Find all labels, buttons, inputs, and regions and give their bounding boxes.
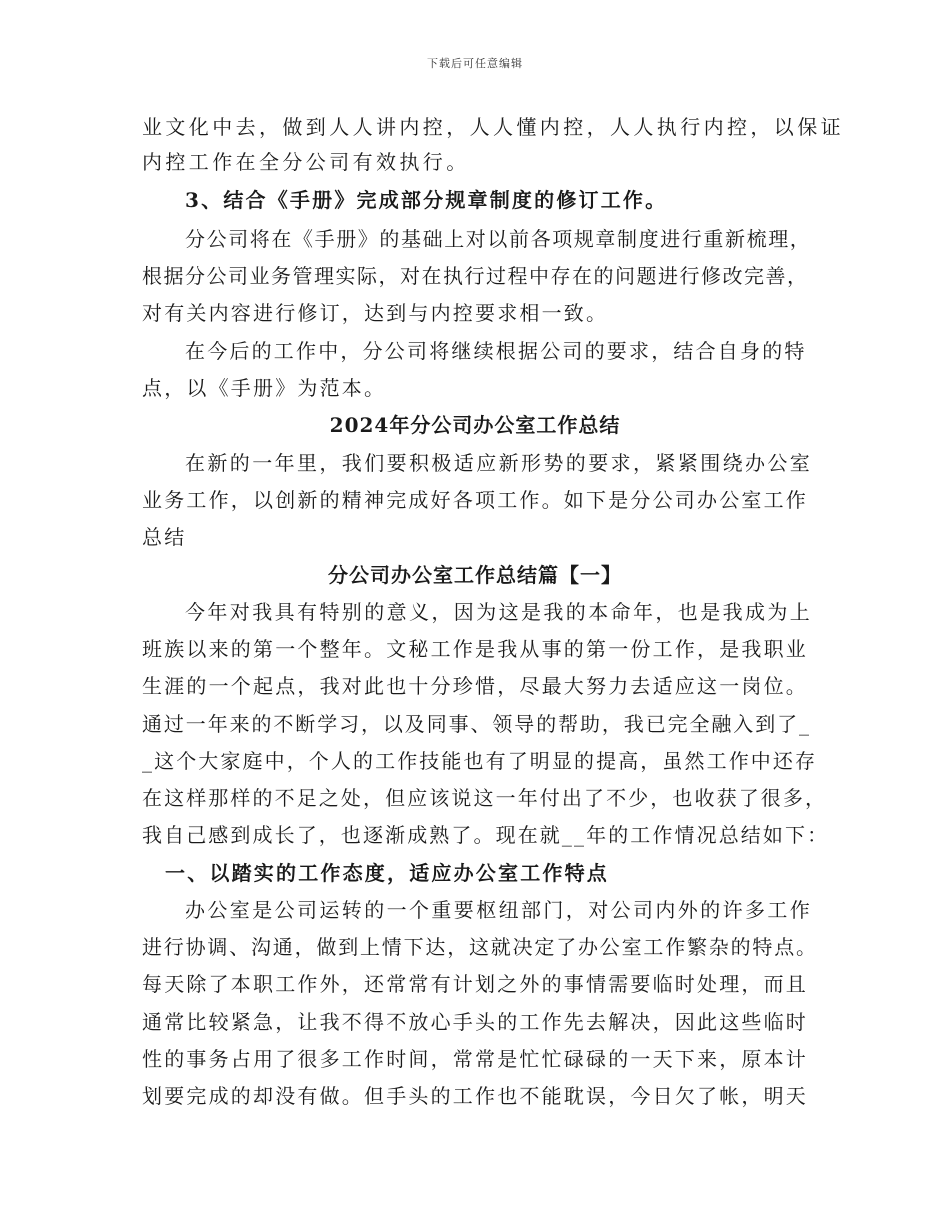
document-title: 2024年分公司办公室工作总结 <box>329 413 621 437</box>
body-line: 我自己感到成长了，也逐渐成熟了。现在就__年的工作情况总结如下： <box>142 823 830 847</box>
body-line: 通过一年来的不断学习，以及同事、领导的帮助，我已完全融入到了_ <box>142 712 811 736</box>
body-line: 总结 <box>142 525 187 549</box>
body-line: 性的事务占用了很多工作时间，常常是忙忙碌碌的一天下来，原本计 <box>142 1047 808 1071</box>
body-line: 进行协调、沟通，做到上情下达，这就决定了办公室工作繁杂的特点。 <box>142 935 818 959</box>
article-title: 分公司办公室工作总结篇【一】 <box>328 563 622 587</box>
body-line: 办公室是公司运转的一个重要枢纽部门，对公司内外的许多工作 <box>185 898 813 922</box>
body-line: 业文化中去，做到人人讲内控，人人懂内控，人人执行内控，以保证 <box>142 115 844 139</box>
section-heading: 3、结合《手册》完成部分规章制度的修订工作。 <box>185 188 668 212</box>
body-line: 班族以来的第一个整年。文秘工作是我从事的第一份工作，是我职业 <box>142 637 808 661</box>
body-line: 业务工作，以创新的精神完成好各项工作。如下是分公司办公室工作 <box>142 488 808 512</box>
body-line: 分公司将在《手册》的基础上对以前各项规章制度进行重新梳理， <box>185 227 812 251</box>
body-line: _这个大家庭中，个人的工作技能也有了明显的提高，虽然工作中还存 <box>142 749 818 773</box>
body-line: 根据分公司业务管理实际，对在执行过程中存在的问题进行修改完善， <box>142 264 809 288</box>
body-line: 生涯的一个起点，我对此也十分珍惜，尽最大努力去适应这一岗位。 <box>142 674 808 698</box>
body-line: 每天除了本职工作外，还常常有计划之外的事情需要临时处理，而且 <box>142 972 808 996</box>
body-line: 在这样那样的不足之处，但应该说这一年付出了不少，也收获了很多， <box>142 786 828 810</box>
body-line: 对有关内容进行修订，达到与内控要求相一致。 <box>142 301 609 325</box>
body-line: 内控工作在全分公司有效执行。 <box>142 150 470 174</box>
body-line: 今年对我具有特别的意义，因为这是我的本命年，也是我成为上 <box>185 600 813 624</box>
body-line: 点，以《手册》为范本。 <box>142 376 387 400</box>
section-heading: 一、以踏实的工作态度，适应办公室工作特点 <box>165 861 609 885</box>
page-header-note: 下载后可任意编辑 <box>427 57 523 70</box>
body-line: 划要完成的却没有做。但手头的工作也不能耽误，今日欠了帐，明天 <box>142 1084 808 1108</box>
body-line: 通常比较紧急，让我不得不放心手头的工作先去解决，因此这些临时 <box>142 1010 808 1034</box>
body-line: 在今后的工作中，分公司将继续根据公司的要求，结合自身的特 <box>185 339 807 363</box>
body-line: 在新的一年里，我们要积极适应新形势的要求，紧紧围绕办公室 <box>185 451 813 475</box>
